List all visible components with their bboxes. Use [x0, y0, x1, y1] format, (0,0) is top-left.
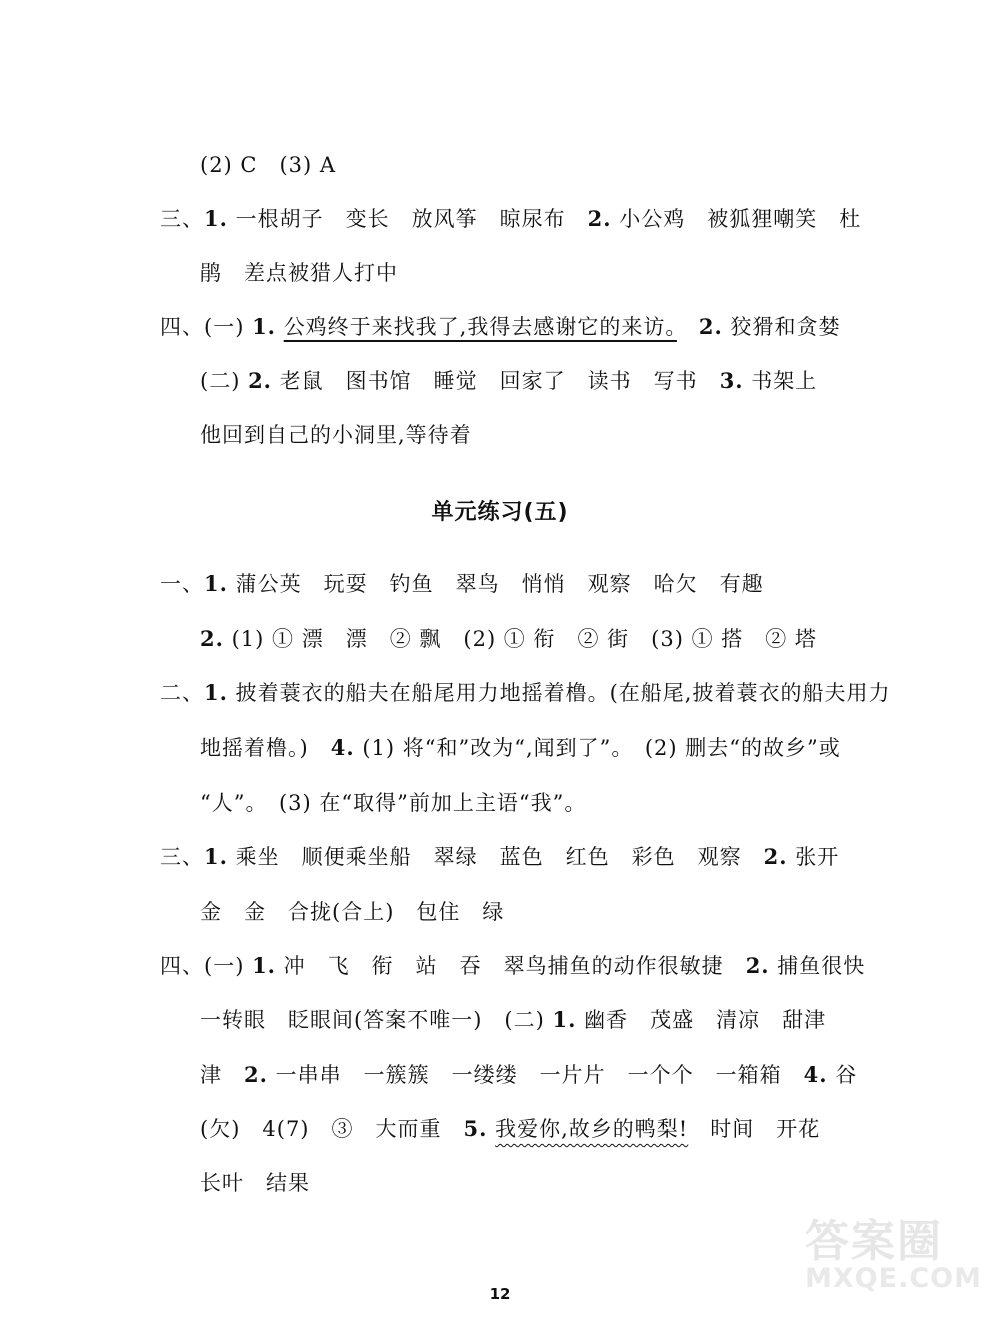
question-number: 1. — [204, 206, 228, 231]
answer-line — [200, 420, 472, 450]
question-number: 1. — [552, 1007, 577, 1032]
answer-text: 谷 — [827, 1063, 858, 1087]
answer-line — [200, 1114, 820, 1144]
answer-text: (2) C (3) A — [200, 153, 337, 177]
answer-text: 他回到自己的小洞里,等待着 — [200, 423, 472, 447]
answer-text: 狡猾和贪婪 — [722, 315, 841, 339]
answer-text: (二) — [200, 369, 249, 393]
answer-line — [160, 951, 865, 981]
answer-text — [487, 1117, 495, 1141]
answer-text: 地摇着橹。) — [200, 736, 331, 760]
answer-line — [200, 624, 817, 654]
answer-text: 金 金 合拢(合上) 包住 绿 — [200, 900, 505, 924]
section-title: 单元练习(五) — [431, 500, 569, 525]
watermark-logo — [805, 1205, 993, 1315]
answer-text: 时间 开花 — [688, 1117, 821, 1141]
question-number: 2. — [745, 953, 770, 978]
answer-text: 四、(一) — [160, 315, 253, 339]
answer-line — [160, 312, 841, 342]
answer-text: 一串串 一簇簇 一缕缕 一片片 一个个 一箱箱 — [267, 1063, 804, 1087]
question-number: 2. — [200, 626, 224, 651]
question-number: 1. — [204, 844, 228, 869]
answer-text: 一、 — [160, 572, 204, 596]
question-number: 2. — [763, 844, 788, 869]
answer-text: “人”。 (3) 在“取得”前加上主语“我”。 — [200, 791, 587, 815]
answer-text: 老鼠 图书馆 睡觉 回家了 读书 写书 — [272, 369, 720, 393]
answer-line — [160, 842, 839, 872]
question-number: 2. — [587, 206, 612, 231]
answer-line — [200, 1005, 826, 1035]
answer-line — [200, 1060, 857, 1090]
question-number: 2. — [244, 1062, 268, 1087]
answer-text: 津 — [200, 1063, 244, 1087]
answer-text: 长叶 结果 — [200, 1171, 310, 1195]
answer-text: 张开 — [787, 845, 840, 869]
answer-text: 三、 — [160, 845, 204, 869]
question-number: 2. — [698, 314, 723, 339]
answer-line — [200, 150, 336, 180]
question-number: 1. — [252, 314, 276, 339]
answer-text: (1) ① 漂 漂 ② 飘 (2) ① 衔 ② 街 (3) ① 搭 ② 塔 — [223, 627, 817, 651]
answer-text: (欠) 4(7) ③ 大而重 — [200, 1117, 464, 1141]
answer-text: 鹃 差点被猎人打中 — [200, 261, 398, 285]
question-number: 4. — [803, 1062, 828, 1087]
question-number: 4. — [330, 735, 355, 760]
page-number: 12 — [489, 1285, 511, 1303]
question-number: 1. — [204, 571, 228, 596]
answer-line — [200, 733, 841, 763]
answer-line — [160, 204, 861, 234]
answer-line — [200, 258, 398, 288]
answer-text: 幽香 茂盛 清凉 甜津 — [576, 1008, 827, 1032]
answer-text: 小公鸡 被狐狸嘲笑 杜 — [611, 207, 862, 231]
answer-text: 一根胡子 变长 放风筝 晾尿布 — [227, 207, 588, 231]
question-number: 1. — [252, 953, 276, 978]
answer-line — [200, 1168, 310, 1198]
answer-line — [200, 897, 504, 927]
answer-text: 乘坐 顺便乘坐船 翠绿 蓝色 红色 彩色 观察 — [227, 845, 764, 869]
question-number: 1. — [204, 680, 228, 705]
answer-text: 一转眼 眨眼间(答案不唯一) (二) — [200, 1008, 553, 1032]
wavy-underlined-answer: 我爱你,故乡的鸭梨! — [495, 1117, 689, 1141]
answer-text: 二、 — [160, 681, 204, 705]
question-number: 5. — [463, 1116, 488, 1141]
underlined-answer: 公鸡终于来找我了,我得去感谢它的来访。 — [283, 315, 677, 339]
answer-line — [200, 788, 586, 818]
answer-text: 披着蓑衣的船夫在船尾用力地摇着橹。(在船尾,披着蓑衣的船夫用力 — [227, 681, 891, 705]
answer-text: 书架上 — [743, 369, 818, 393]
answer-text — [677, 315, 699, 339]
answer-text: 三、 — [160, 207, 204, 231]
answer-line — [160, 678, 890, 708]
question-number: 2. — [248, 368, 272, 393]
answer-text: 四、(一) — [160, 954, 253, 978]
answer-text: (1) 将“和”改为“,闻到了”。 (2) 删去“的故乡”或 — [354, 736, 841, 760]
answer-text: 冲 飞 衔 站 吞 翠鸟捕鱼的动作很敏捷 — [276, 954, 746, 978]
answer-line — [160, 569, 764, 599]
watermark-text: 答案圈 — [805, 1216, 943, 1267]
answer-text: 捕鱼很快 — [769, 954, 866, 978]
answer-text: 蒲公英 玩耍 钓鱼 翠鸟 悄悄 观察 哈欠 有趣 — [227, 572, 764, 596]
watermark-url: MXQE.COM — [805, 1263, 982, 1294]
answer-line — [200, 366, 817, 396]
question-number: 3. — [719, 368, 744, 393]
answer-text — [276, 315, 284, 339]
